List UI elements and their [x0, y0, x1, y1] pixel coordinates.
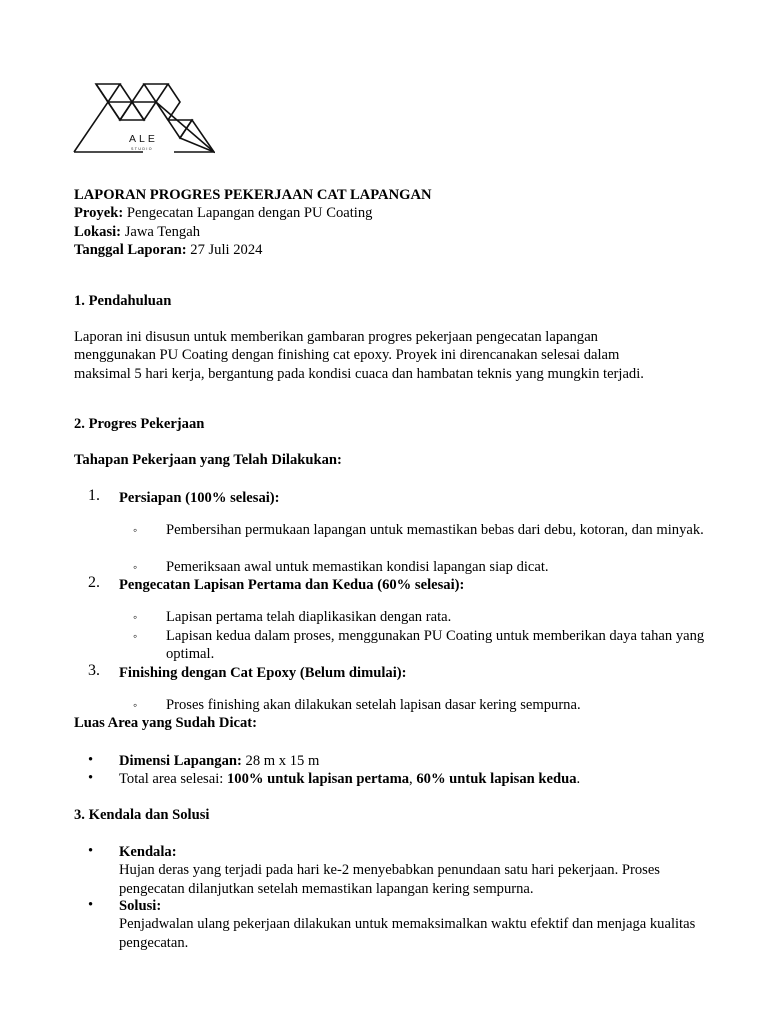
- step-item: Lapisan pertama telah diaplikasikan dengan rata.: [166, 609, 452, 625]
- date-label: Tanggal Laporan:: [74, 242, 187, 259]
- section-heading-kendala: 3. Kendala dan Solusi: [74, 807, 210, 823]
- step-item: Pembersihan permukaan lapangan untuk memastikan bebas dari debu, kotoran, dan minyak.: [166, 522, 704, 538]
- bullet-icon: •: [88, 752, 94, 768]
- location-value: Jawa Tengah: [124, 223, 201, 240]
- area-heading: Luas Area yang Sudah Dicat:: [74, 715, 257, 731]
- report-title: LAPORAN PROGRES PEKERJAAN CAT LAPANGAN: [74, 187, 432, 203]
- circle-bullet-icon: ◦: [133, 610, 138, 624]
- stages-subheading: Tahapan Pekerjaan yang Telah Dilakukan:: [74, 452, 342, 468]
- kendala-label: Kendala:: [119, 844, 177, 860]
- dimension-value: 28 m x 15 m: [245, 753, 320, 769]
- dimension-label: Dimensi Lapangan:: [119, 753, 242, 769]
- step-title: Finishing dengan Cat Epoxy (Belum dimulai):: [119, 665, 407, 681]
- intro-line: Laporan ini disusun untuk memberikan gambaran progres pekerjaan pengecatan lapangan: [74, 329, 598, 345]
- logo-name: ALE: [129, 133, 158, 145]
- step-title: Persiapan (100% selesai):: [119, 490, 280, 506]
- step-item: Pemeriksaan awal untuk memastikan kondisi lapangan siap dicat.: [166, 559, 549, 575]
- dimension-line: [119, 752, 708, 770]
- location-label: Lokasi:: [74, 223, 122, 240]
- total-first-layer: 100% untuk lapisan pertama: [226, 771, 410, 787]
- project-line: [74, 204, 708, 222]
- circle-bullet-icon: ◦: [133, 523, 138, 537]
- intro-paragraph: [74, 328, 708, 383]
- step-item: Lapisan kedua dalam proses, menggunakan PU Coating untuk memberikan daya tahan yang optimal.: [166, 628, 705, 663]
- section-heading-progres: 2. Progres Pekerjaan: [74, 416, 205, 432]
- report-header: [74, 186, 708, 260]
- bullet-icon: •: [88, 843, 94, 859]
- total-area-line: [119, 770, 708, 788]
- circle-bullet-icon: ◦: [133, 629, 138, 643]
- project-value: Pengecatan Lapangan dengan PU Coating: [126, 205, 373, 222]
- solusi-text: Penjadwalan ulang pekerjaan dilakukan untuk memaksimalkan waktu efektif dan menjaga kualitas pengecatan.: [119, 916, 696, 951]
- intro-line: maksimal 5 hari kerja, bergantung pada kondisi cuaca dan hambatan teknis yang mungkin terjadi.: [74, 365, 644, 382]
- project-label: Proyek:: [74, 205, 124, 222]
- step-number: 1.: [88, 487, 100, 504]
- circle-bullet-icon: ◦: [133, 560, 138, 574]
- bullet-icon: •: [88, 770, 94, 786]
- company-logo: [73, 82, 215, 154]
- date-value: 27 Juli 2024: [190, 242, 263, 259]
- intro-line: menggunakan PU Coating dengan finishing cat epoxy. Proyek ini direncanakan selesai dalam: [74, 347, 620, 364]
- logo-subtitle: STUDIO: [131, 147, 153, 151]
- total-prefix: Total area selesai:: [119, 771, 227, 787]
- kendala-item: [119, 843, 708, 898]
- bullet-icon: •: [88, 897, 94, 913]
- solusi-label: Solusi:: [119, 898, 162, 914]
- section-heading-pendahuluan: 1. Pendahuluan: [74, 293, 172, 309]
- logo-triangles-icon: [73, 82, 215, 154]
- step-number: 2.: [88, 574, 100, 591]
- total-second-layer: 60% untuk lapisan kedua: [416, 771, 577, 787]
- step-item: Proses finishing akan dilakukan setelah lapisan dasar kering sempurna.: [166, 697, 581, 713]
- total-end: .: [576, 771, 581, 787]
- kendala-text: Hujan deras yang terjadi pada hari ke-2 menyebabkan penundaan satu hari pekerjaan. Proses pengecatan dilanjutkan setelah memastikan lapangan kering sempurna.: [119, 862, 660, 897]
- step-title: Pengecatan Lapisan Pertama dan Kedua (60% selesai):: [119, 577, 465, 593]
- step-number: 3.: [88, 662, 100, 679]
- location-line: [74, 223, 708, 241]
- total-separator: ,: [409, 771, 417, 787]
- date-line: [74, 241, 708, 259]
- solusi-item: [119, 897, 708, 952]
- circle-bullet-icon: ◦: [133, 698, 138, 712]
